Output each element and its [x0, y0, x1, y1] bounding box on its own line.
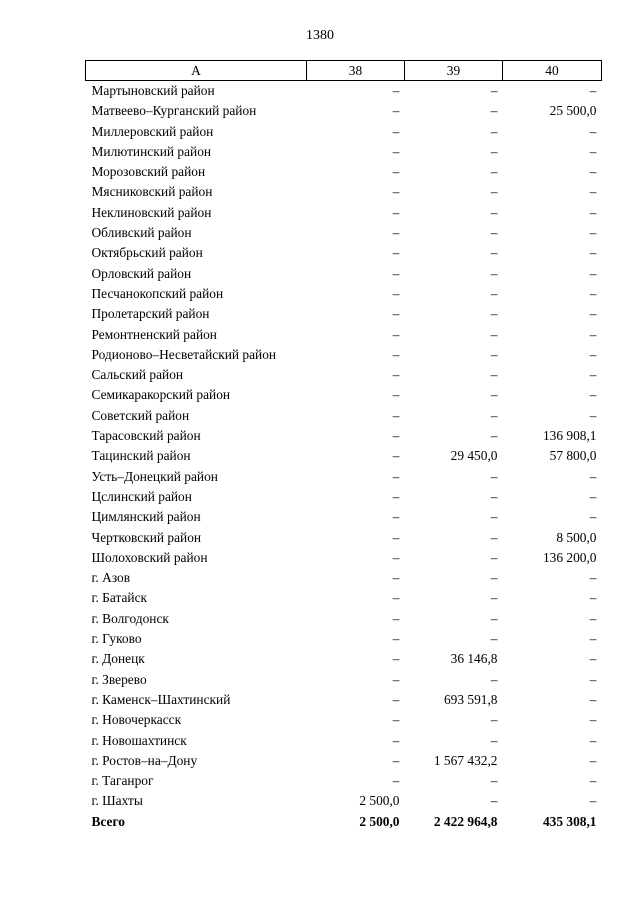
value-38-cell: – — [392, 204, 400, 220]
table-row — [86, 101, 602, 121]
value-38-cell: – — [392, 225, 400, 241]
value-39-cell: – — [490, 265, 498, 281]
value-40-cell: – — [589, 245, 597, 261]
value-38-cell: – — [392, 448, 400, 464]
column-header-38: 38 — [307, 61, 405, 81]
value-40-cell: – — [589, 123, 597, 139]
row-name-cell: г. Батайск — [91, 590, 148, 606]
value-39-cell: – — [490, 285, 498, 301]
row-name-cell: г. Азов — [91, 570, 131, 586]
value-38-cell: – — [392, 367, 400, 383]
row-name-cell: г. Новошахтинск — [91, 732, 187, 748]
value-38-cell: – — [392, 570, 400, 586]
value-39-cell: – — [490, 773, 498, 789]
value-38-cell: 2 500,0 — [359, 793, 400, 809]
value-39-cell: – — [490, 123, 498, 139]
value-40-cell: – — [589, 367, 597, 383]
value-40-cell: – — [589, 712, 597, 728]
table-row — [86, 487, 602, 507]
value-40-cell: 435 308,1 — [542, 813, 597, 829]
value-40-cell: – — [589, 164, 597, 180]
value-39-cell: – — [490, 225, 498, 241]
value-39-cell: – — [490, 570, 498, 586]
value-38-cell: – — [392, 164, 400, 180]
value-39-cell: – — [490, 184, 498, 200]
value-38-cell: – — [392, 184, 400, 200]
value-40-cell: – — [589, 793, 597, 809]
value-40-cell: – — [589, 468, 597, 484]
value-40-cell: – — [589, 651, 597, 667]
value-39-cell: – — [490, 306, 498, 322]
row-name-cell: г. Ростов–на–Дону — [91, 752, 198, 768]
value-39-cell: 1 567 432,2 — [433, 752, 498, 768]
value-40-cell: – — [589, 752, 597, 768]
value-40-cell: – — [589, 610, 597, 626]
table-row — [86, 649, 602, 669]
value-40-cell: – — [589, 387, 597, 403]
value-38-cell: – — [392, 712, 400, 728]
row-name-cell: Орловский район — [91, 265, 192, 281]
value-40-cell: – — [589, 691, 597, 707]
value-40-cell: – — [589, 225, 597, 241]
value-40-cell: 136 908,1 — [542, 428, 597, 444]
row-name-cell: Матвеево–Курганский район — [91, 103, 257, 119]
table-row — [86, 406, 602, 426]
value-40-cell: – — [589, 83, 597, 98]
value-40-cell: – — [589, 488, 597, 504]
value-40-cell: – — [589, 306, 597, 322]
table-row — [86, 507, 602, 527]
value-40-cell: – — [589, 590, 597, 606]
table-row — [86, 284, 602, 304]
table-row — [86, 446, 602, 466]
value-38-cell: – — [392, 285, 400, 301]
table-row — [86, 568, 602, 588]
value-38-cell: – — [392, 529, 400, 545]
row-name-cell: Семикаракорский район — [91, 387, 231, 403]
value-40-cell: 25 500,0 — [549, 103, 597, 119]
value-38-cell: – — [392, 549, 400, 565]
value-39-cell: – — [490, 164, 498, 180]
table-row — [86, 791, 602, 811]
table-row — [86, 528, 602, 548]
row-name-cell: г. Новочеркасск — [91, 712, 182, 728]
value-39-cell: – — [490, 103, 498, 119]
table-row — [86, 203, 602, 223]
table-row — [86, 710, 602, 730]
value-39-cell: – — [490, 326, 498, 342]
table-row — [86, 751, 602, 771]
value-38-cell: – — [392, 773, 400, 789]
value-38-cell: – — [392, 651, 400, 667]
table-row — [86, 162, 602, 182]
row-name-cell: Родионово–Несветайский район — [91, 346, 277, 362]
value-39-cell: – — [490, 143, 498, 159]
value-38-cell: – — [392, 590, 400, 606]
column-header-39: 39 — [405, 61, 503, 81]
row-name-cell: Цслинский район — [91, 488, 192, 504]
value-38-cell: – — [392, 752, 400, 768]
row-name-cell: Песчанокопский район — [91, 285, 224, 301]
table-row — [86, 223, 602, 243]
value-40-cell: – — [589, 204, 597, 220]
table-row — [86, 548, 602, 568]
value-39-cell: – — [490, 590, 498, 606]
total-row — [86, 812, 602, 832]
value-39-cell: – — [490, 529, 498, 545]
budget-table — [85, 60, 602, 832]
row-name-cell: г. Каменск–Шахтинский — [91, 691, 231, 707]
table-row — [86, 467, 602, 487]
value-38-cell: – — [392, 468, 400, 484]
row-name-cell: Пролетарский район — [91, 306, 210, 322]
value-39-cell: – — [490, 488, 498, 504]
table-row — [86, 609, 602, 629]
value-38-cell: – — [392, 691, 400, 707]
value-38-cell: 2 500,0 — [359, 813, 400, 829]
table-row — [86, 731, 602, 751]
row-name-cell: Цимлянский район — [91, 509, 201, 525]
column-header-a: А — [86, 61, 307, 81]
table-row — [86, 588, 602, 608]
value-39-cell: 2 422 964,8 — [433, 813, 498, 829]
value-38-cell: – — [392, 671, 400, 687]
table-row — [86, 670, 602, 690]
row-name-cell: Шолоховский район — [91, 549, 208, 565]
table-row — [86, 182, 602, 202]
row-name-cell: Советский район — [91, 407, 190, 423]
table-row — [86, 122, 602, 142]
value-38-cell: – — [392, 387, 400, 403]
row-name-cell: Усть–Донецкий район — [91, 468, 218, 484]
value-39-cell: – — [490, 407, 498, 423]
table-row — [86, 304, 602, 324]
row-name-cell: Ремонтненский район — [91, 326, 217, 342]
row-name-cell: г. Гуково — [91, 631, 142, 647]
value-40-cell: – — [589, 184, 597, 200]
row-name-cell: Милютинский район — [91, 143, 212, 159]
value-39-cell: – — [490, 712, 498, 728]
row-name-cell: г. Таганрог — [91, 773, 154, 789]
value-40-cell: – — [589, 671, 597, 687]
value-38-cell: – — [392, 509, 400, 525]
value-40-cell: 136 200,0 — [542, 549, 597, 565]
value-39-cell: – — [490, 509, 498, 525]
value-40-cell: – — [589, 346, 597, 362]
value-39-cell: 36 146,8 — [450, 651, 498, 667]
row-name-cell: Чертковский район — [91, 529, 202, 545]
table-row — [86, 426, 602, 446]
value-40-cell: – — [589, 143, 597, 159]
table-row — [86, 629, 602, 649]
row-name-cell: Октябрьский район — [91, 245, 203, 261]
row-name-cell: г. Волгодонск — [91, 610, 169, 626]
row-name-cell: г. Зверево — [91, 671, 147, 687]
table-body — [86, 81, 602, 832]
value-39-cell: – — [490, 631, 498, 647]
value-38-cell: – — [392, 631, 400, 647]
value-40-cell: – — [589, 509, 597, 525]
value-38-cell: – — [392, 346, 400, 362]
value-39-cell: – — [490, 245, 498, 261]
value-39-cell: – — [490, 346, 498, 362]
table-row — [86, 81, 602, 102]
table-row — [86, 385, 602, 405]
value-38-cell: – — [392, 428, 400, 444]
value-39-cell: – — [490, 732, 498, 748]
value-38-cell: – — [392, 326, 400, 342]
row-name-cell: Миллеровский район — [91, 123, 214, 139]
value-40-cell: 57 800,0 — [549, 448, 597, 464]
value-39-cell: – — [490, 671, 498, 687]
value-39-cell: 29 450,0 — [450, 448, 498, 464]
row-name-cell: Сальский район — [91, 367, 184, 383]
value-39-cell: – — [490, 793, 498, 809]
table-row — [86, 325, 602, 345]
row-name-cell: Тарасовский район — [91, 428, 201, 444]
value-40-cell: – — [589, 326, 597, 342]
table-row — [86, 243, 602, 263]
value-39-cell: – — [490, 468, 498, 484]
value-39-cell: – — [490, 367, 498, 383]
value-40-cell: – — [589, 773, 597, 789]
table-row — [86, 690, 602, 710]
row-name-cell: Мартыновский район — [91, 83, 215, 98]
table-row — [86, 365, 602, 385]
value-38-cell: – — [392, 265, 400, 281]
value-40-cell: – — [589, 631, 597, 647]
table-row — [86, 142, 602, 162]
value-38-cell: – — [392, 123, 400, 139]
value-39-cell: – — [490, 428, 498, 444]
value-39-cell: 693 591,8 — [443, 691, 498, 707]
value-40-cell: – — [589, 407, 597, 423]
value-39-cell: – — [490, 610, 498, 626]
value-40-cell: – — [589, 285, 597, 301]
value-39-cell: – — [490, 204, 498, 220]
row-name-cell: Неклиновский район — [91, 204, 212, 220]
value-38-cell: – — [392, 143, 400, 159]
value-39-cell: – — [490, 387, 498, 403]
value-39-cell: – — [490, 83, 498, 98]
table-row — [86, 264, 602, 284]
row-name-cell: Мясниковский район — [91, 184, 213, 200]
value-40-cell: 8 500,0 — [556, 529, 597, 545]
row-name-cell: г. Донецк — [91, 651, 145, 667]
value-38-cell: – — [392, 610, 400, 626]
row-name-cell: Всего — [91, 813, 125, 829]
row-name-cell: г. Шахты — [91, 793, 143, 809]
row-name-cell: Морозовский район — [91, 164, 206, 180]
value-38-cell: – — [392, 407, 400, 423]
page-number: 1380 — [306, 28, 334, 43]
row-name-cell: Тацинский район — [91, 448, 191, 464]
value-38-cell: – — [392, 488, 400, 504]
column-header-40: 40 — [503, 61, 602, 81]
row-name-cell: Обливский район — [91, 225, 192, 241]
value-38-cell: – — [392, 103, 400, 119]
value-40-cell: – — [589, 570, 597, 586]
value-38-cell: – — [392, 245, 400, 261]
table-row — [86, 771, 602, 791]
value-40-cell: – — [589, 265, 597, 281]
value-38-cell: – — [392, 306, 400, 322]
table-row — [86, 345, 602, 365]
value-38-cell: – — [392, 83, 400, 98]
value-38-cell: – — [392, 732, 400, 748]
table-header-row — [86, 61, 602, 81]
value-40-cell: – — [589, 732, 597, 748]
value-39-cell: – — [490, 549, 498, 565]
